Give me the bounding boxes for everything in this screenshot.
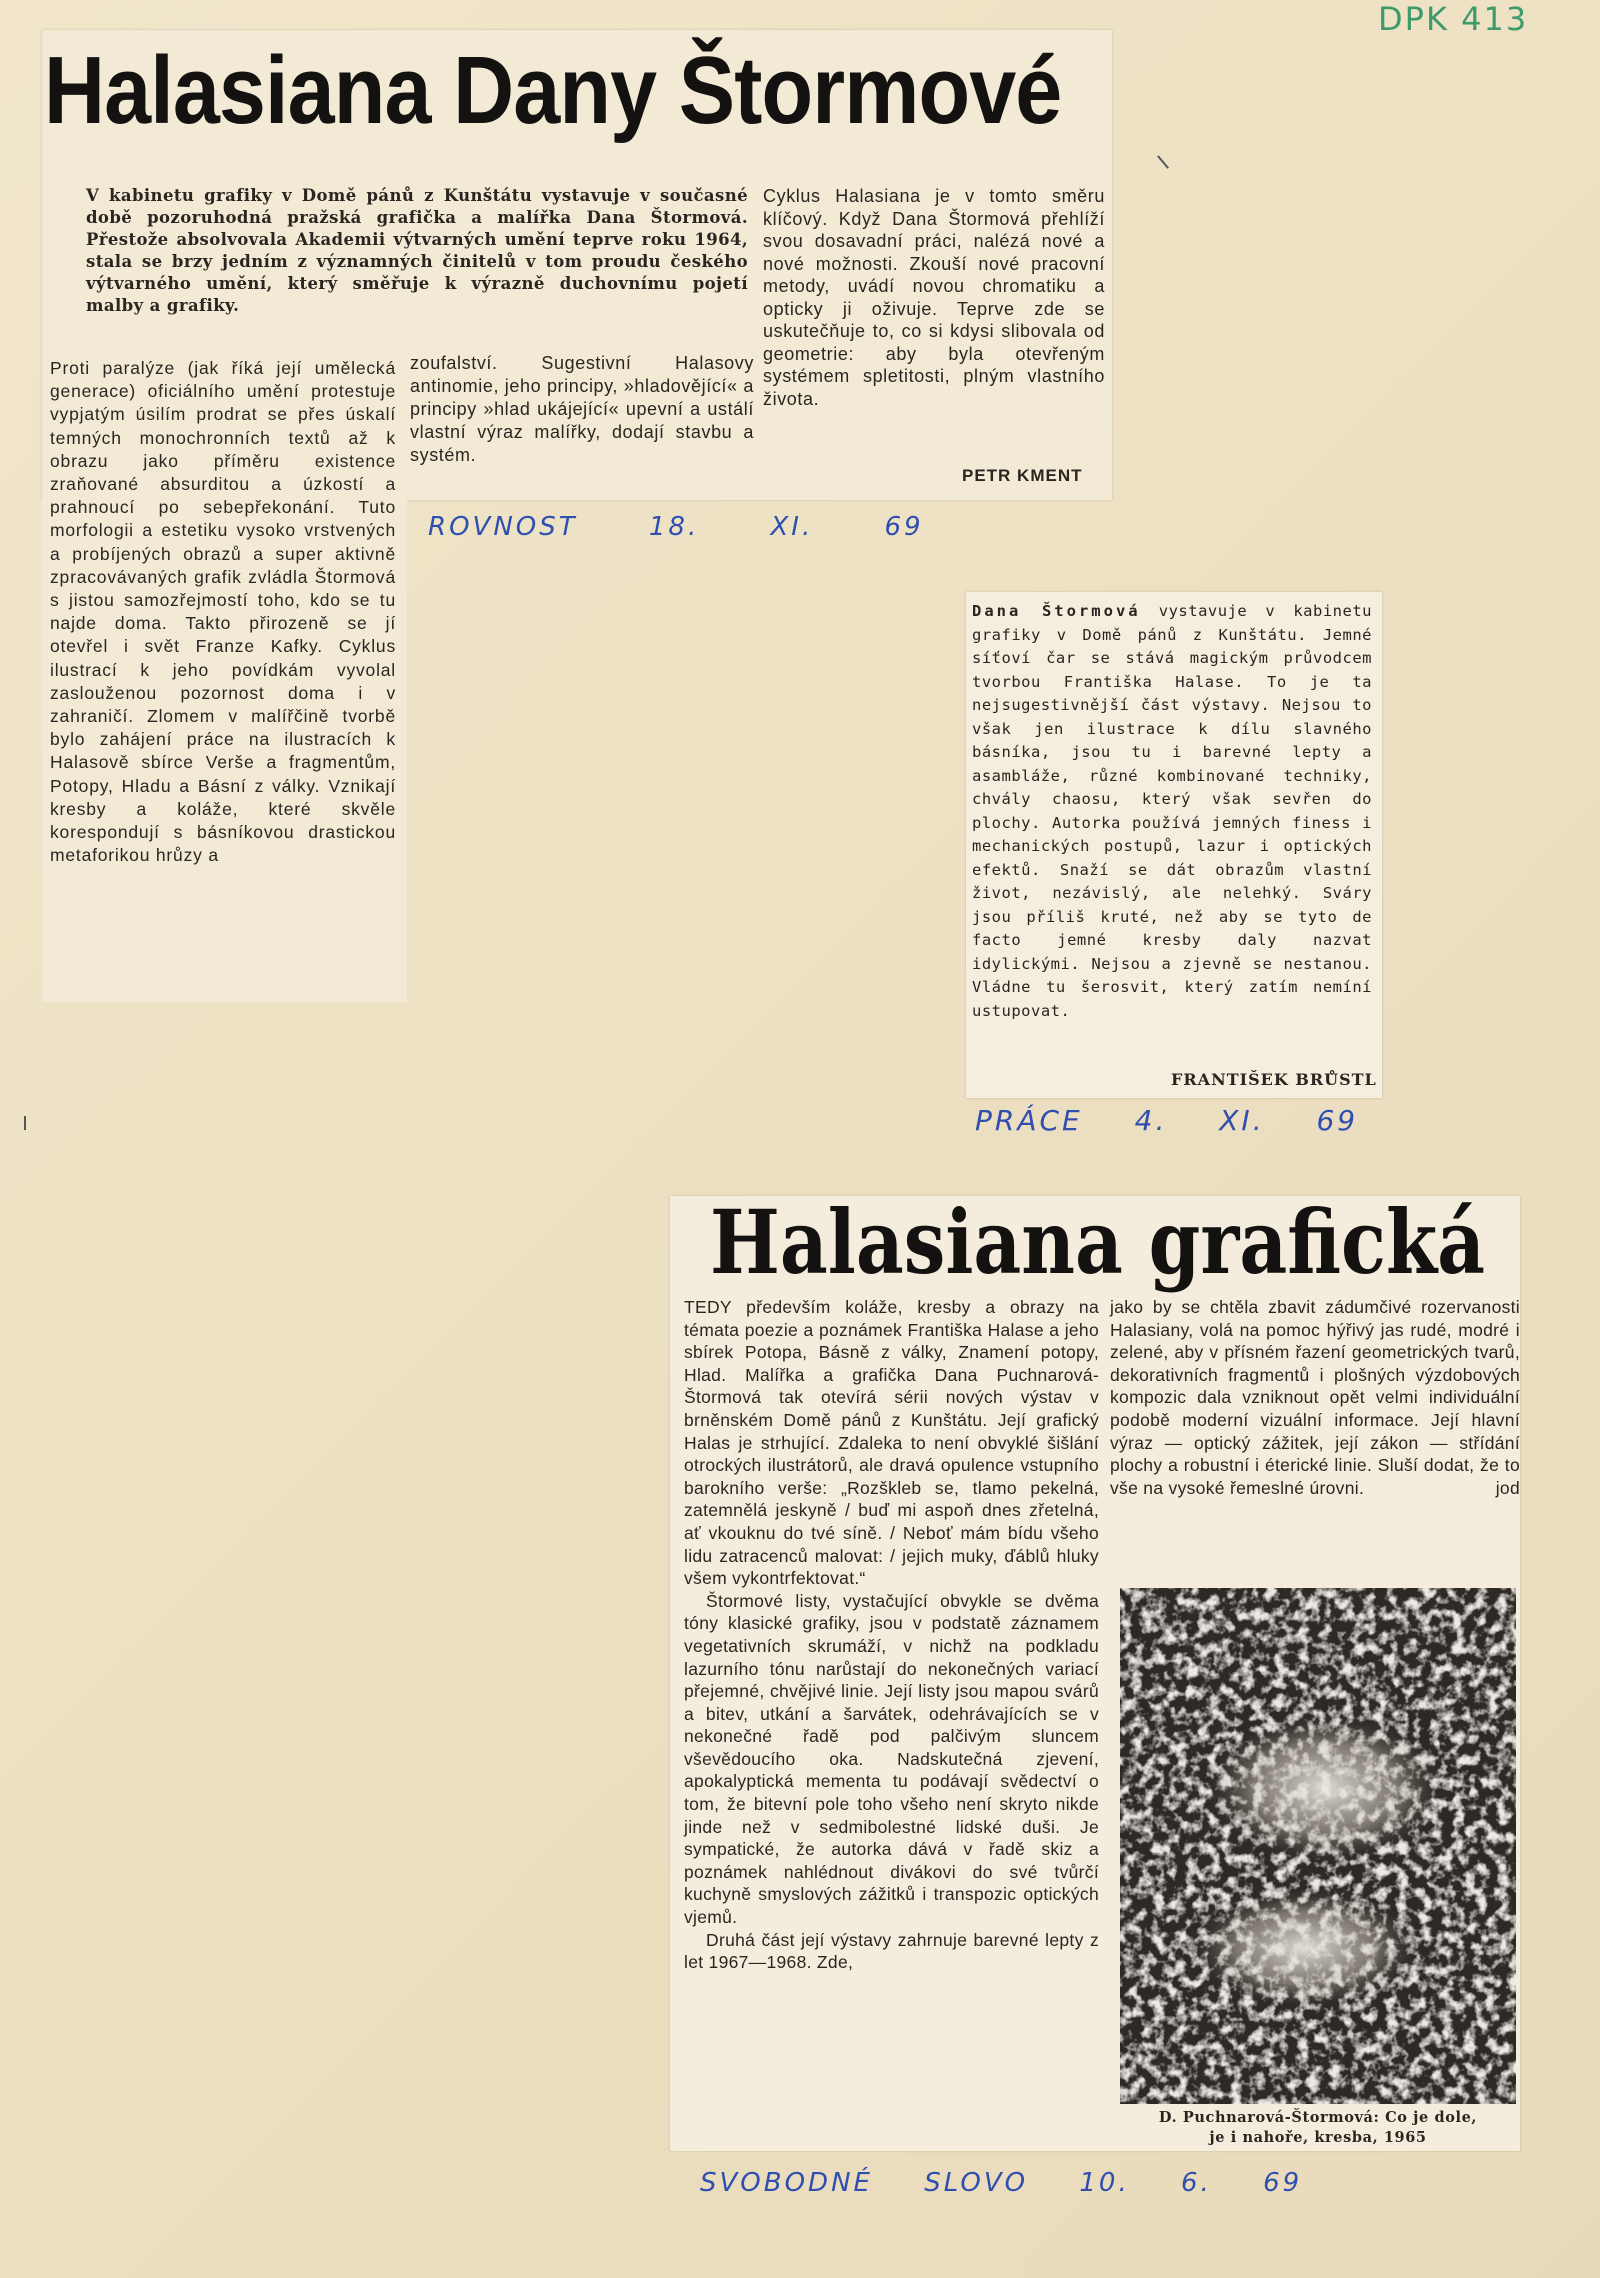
article2-body: vystavuje v kabinetu grafiky v Domě pánů z Kunštátu. Jemné síťoví čar se stává magickým průvodcem tvorbou Františka Halase. To je ta nejsugestivnější část výstavy. Nejsou to však jen ilustrace k dílu slavného básníka, jsou tu i barevné lepty a asambláže, různé kombinované techniky, chvály chaosu, který však sevřen do plochy. Autorka používá jemných finess i mechanických postupů, lazur i optických efektů. Snaží se dát obrazům vlastní život, nezávislý, ale nelehký. Sváry jsou příliš kruté, než aby se tyto de facto jemné kresby daly nazvat idylickými. Nejsou a zjevně se nestanou. Vládne tu šerosvit, který zatím nemíní ustupovat. bbox=[972, 602, 1372, 1020]
article3-caption bbox=[1120, 2108, 1516, 2148]
article3-source-note: SVOBODNÉ SLOVO 10. 6. 69 bbox=[700, 2168, 1303, 2198]
article3-paragraph-1: TEDY především koláže, kresby a obrazy na témata poezie a poznámek Františka Halase a jeho sbírek Potopa, Básně z války, Znamení potopy, Hlad. Malířka a grafička Dana Puchnarová-Štormová tak otevírá sérii nových výstav v brněnském Domě pánů z Kunštátu. Její grafický Halas je strhující. Zdaleka to není obvyklé šišlání otrockých ilustrátorů, ale dravá opulence vstupního barokního verše: „Rozškleb se, tlamo pekelná, zatemnělá jeskyně / buď mi aspoň dnes zřetelná, ať vkouknu do tvé síně. / Neboť mám bídu všeho lidu zatracenců malovat: / jejich muky, ďáblů hluky všem vykontrfektovat.“ bbox=[684, 1297, 1099, 1589]
article3-image bbox=[1120, 1588, 1516, 2104]
margin-mark bbox=[24, 1116, 26, 1130]
margin-mark-2 bbox=[1157, 155, 1169, 169]
article2-source-note: PRÁCE 4. XI. 69 bbox=[975, 1104, 1359, 1137]
article3-paragraph-3: Druhá část její výstavy zahrnuje barevné lepty z let 1967—1968. Zde, bbox=[684, 1929, 1099, 1973]
article2-name: Dana Štormová bbox=[972, 602, 1141, 620]
article1-author: PETR KMENT bbox=[962, 466, 1083, 485]
caption-line-1: D. Puchnarová-Štormová: Co je dole, bbox=[1158, 2109, 1478, 2126]
article1-col-right: Cyklus Halasiana je v tomto směru klíčový. Když Dana Štormová přehlíží svou dosavadní práci, nalézá nové a nové možnosti. Zkouší nové pracovní metody, uvádí novou chromatiku a opticky ji oživuje. Teprve zde se uskutečňuje to, co si kdysi slibovala od geometrie: aby byla otevřeným systémem spletitosti, plným vlastního života. bbox=[763, 186, 1105, 409]
engraving-reproduction-icon bbox=[1120, 1588, 1516, 2104]
caption-line-2: je i nahoře, kresba, 1965 bbox=[1209, 2129, 1427, 2146]
article1-col-mid: zoufalství. Sugestivní Halasovy antinomie, jeho principy, »hladovějící« a principy »hlad ukájející« upevní a ustálí vlastní výraz malířky, dodají stavbu a systém. bbox=[410, 353, 754, 465]
article3-col-left bbox=[684, 1296, 1099, 1974]
article1-title: Halasiana Dany Štormové bbox=[44, 37, 1062, 144]
article1-lead: V kabinetu grafiky v Domě pánů z Kunštátu vystavuje v současné době pozoruhodná pražská grafička a malířka Dana Štormová. Přestože absolvovala Akademii výtvarných umění teprve roku 1964, stala se brzy jedním z významných činitelů v tom proudu českého výtvarného umění, který směřuje k výrazně duchovnímu pojetí malby a grafiky. bbox=[86, 186, 748, 315]
article1-col-left: Proti paralýze (jak říká její umělecká generace) oficiálního umění protestuje vypjatým úsilím prodrat se přes úskalí temných monochronních textů až k obrazu jako příměru existence zraňované absurditou a úzkostí a prahnoucí po sebepřekonání. Tuto morfologii a estetiku vysoko vrstvených a probíjených obrazů a super aktivně zpracovávaných grafik zvládla Štormová s jistou samozřejmostí toho, kdo se tu najde doma. Takto přirozeně se jí otevřel i svět Franze Kafky. Cyklus ilustrací k jeho povídkám vyvolal zaslouženou pozornost doma i v zahraničí. Zlomem v malířčině tvorbě bylo zahájení práce na ilustracích k Halasově sbírce Verše a fragmentům, Potopy, Hladu a Básní z války. Vznikají kresby a koláže, které skvěle korespondují s básníkovou drastickou metaforikou hrůzy a bbox=[50, 358, 396, 866]
article3-author: jod bbox=[1495, 1477, 1520, 1498]
article1-source-note: ROVNOST 18. XI. 69 bbox=[428, 512, 924, 542]
article3-paragraph-2: Štormové listy, vystačující obvykle se dvěma tóny klasické grafiky, jsou v podstatě záznamem vegetativních skrumáží, v nichž na podkladu lazurního tónu narůstají do nekonečných variací přejemné, chvějivé linie. Její listy jsou mapou svárů a bitev, utkání a šarvátek, odehrávajících se v nekonečné řadě pod palčivým sluncem vševědoucího oka. Nadskutečná zjevení, apokalyptická mementa tu podávají svědectví o tom, že bitevní pole toho všeho není skryto nikde jinde než v sedmibolestné lidské duši. Je sympatické, že autorka dává v řadě skiz a poznámek nahlédnout divákovi do své tvůrčí kuchyně smyslových zážitků i transpozic optických vjemů. bbox=[684, 1590, 1099, 1928]
archive-mark: DPK 413 bbox=[1378, 0, 1529, 38]
article3-title: Halasiana grafická bbox=[710, 1190, 1486, 1294]
article2-author: FRANTIŠEK BRŮSTL bbox=[1171, 1070, 1377, 1089]
article3-col-right-text: jako by se chtěla zbavit zádumčivé rozervanosti Halasiany, volá na pomoc hýřivý jas rudé, modré i zelené, aby v přísném řazení geometrických tvarů, dekorativních fragmentů i plošných výzdobových kompozic dala vzniknout opět velmi individuální podobě moderní vizuální informace. Její hlavní výraz — optický zážitek, její zákon — střídání plochy a robustní i éterické linie. Sluší dodat, že to vše na vysoké řemeslné úrovni. bbox=[1110, 1297, 1520, 1498]
article2-text bbox=[972, 600, 1372, 1023]
article3-col-right bbox=[1110, 1296, 1520, 1499]
